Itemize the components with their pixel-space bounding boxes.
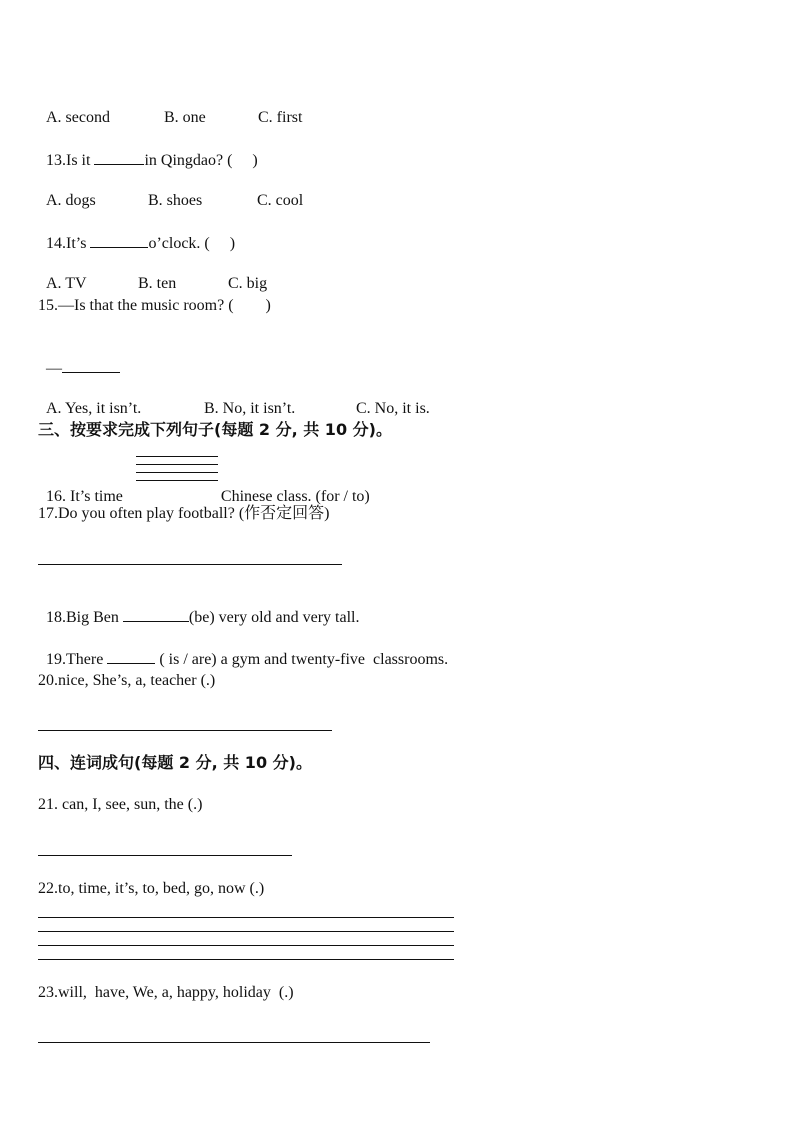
question-17: 17.Do you often play football? (作否定回答) [38,505,330,522]
q16-suffix: Chinese class. (for / to) [216,488,370,505]
q16-prefix: 16. It’s time [46,488,127,505]
q12-option-c: C. first [258,109,303,126]
question-15: 15.—Is that the music room? ( ) [38,297,271,314]
q15-option-b: B. No, it isn’t. [204,400,296,417]
q13-option-c: C. cool [257,192,304,209]
q17-answer-line[interactable] [38,564,342,565]
q18-blank[interactable] [123,607,189,622]
q18-prefix: 18.Big Ben [46,609,123,626]
q21-answer-line[interactable] [38,855,292,856]
q16-blank-lines [136,456,218,482]
question-23: 23.will, have, We, a, happy, holiday (.) [38,984,294,1001]
q19-suffix: ( is / are) a gym and twenty-five classrooms. [155,651,449,668]
q15-options [38,379,430,419]
question-22: 22.to, time, it’s, to, bed, go, now (.) [38,880,265,897]
q16-line-2 [136,464,218,465]
question-18 [38,587,360,628]
q12-options [38,88,302,128]
q22-line-4 [38,959,454,960]
q14-option-a: A. TV [46,275,87,292]
q19-blank[interactable] [107,649,155,664]
q14-option-b: B. ten [138,275,177,292]
q15-answer-line [38,338,120,379]
question-13 [38,130,258,171]
section-3-heading: 三、按要求完成下列句子(每题 2 分, 共 10 分)。 [38,420,392,439]
q14-option-c: C. big [228,275,268,292]
q15-option-a: A. Yes, it isn’t. [46,400,142,417]
q22-line-3 [38,945,454,946]
q16-line-3 [136,472,218,473]
q12-option-b: B. one [164,109,206,126]
q13-prefix: 13.Is it [46,152,95,169]
q12-option-a: A. second [46,109,110,126]
section-4-heading: 四、连词成句(每题 2 分, 共 10 分)。 [38,753,312,772]
q22-line-2 [38,931,454,932]
q22-line-1 [38,917,454,918]
q15-blank[interactable] [62,358,120,373]
question-20: 20.nice, She’s, a, teacher (.) [38,672,216,689]
q14-options [38,254,267,294]
q16-line-1 [136,456,218,457]
q20-answer-line[interactable] [38,730,332,731]
question-21: 21. can, I, see, sun, the (.) [38,796,203,813]
q13-options [38,171,303,211]
q22-answer-lines[interactable] [38,917,454,961]
q13-blank[interactable] [94,150,144,165]
q14-suffix: o’clock. ( ) [148,235,236,252]
q14-prefix: 14.It’s [46,235,91,252]
q19-prefix: 19.There [46,651,108,668]
q18-suffix: (be) very old and very tall. [188,609,360,626]
q13-option-a: A. dogs [46,192,96,209]
q15-dash: — [46,360,62,377]
q15-option-c: C. No, it is. [356,400,430,417]
question-14 [38,213,235,254]
q16-blank[interactable] [127,487,217,501]
question-19 [38,629,448,670]
q14-blank[interactable] [90,233,148,248]
q23-answer-line[interactable] [38,1042,430,1043]
q13-option-b: B. shoes [148,192,203,209]
q16-line-4 [136,480,218,481]
q13-suffix: in Qingdao? ( ) [144,152,258,169]
